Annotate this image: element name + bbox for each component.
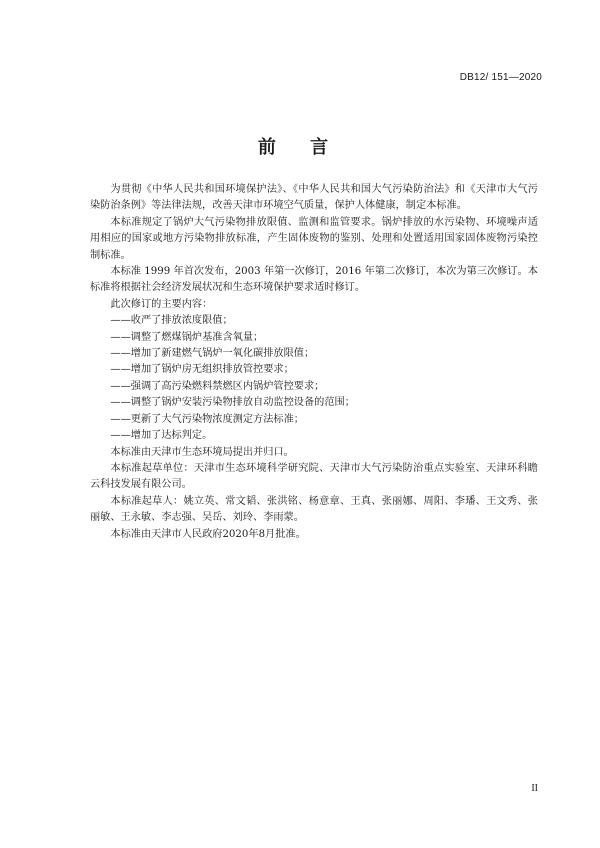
revision-item: ——调整了燃煤锅炉基准含氧量；	[110, 331, 264, 343]
page-number: II	[531, 783, 538, 794]
paragraph-revision-intro: 此次修订的主要内容：	[110, 298, 213, 310]
paragraph-approval: 本标准由天津市人民政府2020年8月批准。	[110, 528, 306, 540]
revision-item: ——强调了高污染燃料禁燃区内锅炉管控要求；	[110, 380, 325, 392]
revision-item: ——更新了大气污染物浓度测定方法标准；	[110, 413, 304, 425]
revision-item: ——收严了排放浓度限值；	[110, 315, 233, 327]
revision-item: ——增加了新建燃气锅炉一氧化碳排放限值；	[110, 348, 315, 360]
standard-code: DB12/ 151—2020	[459, 72, 542, 83]
paragraph-scope: 本标准规定了锅炉大气污染物排放限值、监测和监管要求。锅炉排放的水污染物、环境噪声适用相应的国家或地方污染物排放标准，产生固体废物的鉴别、处理和处置适用国家固体废物污染控制标准。	[90, 216, 538, 261]
page-title: 前 言	[257, 137, 343, 158]
revision-item: ——增加了锅炉房无组织排放管控要求；	[110, 364, 294, 376]
paragraph-proposer: 本标准由天津市生态环境局提出并归口。	[110, 446, 294, 458]
paragraph-drafters: 本标准起草人：姚立英、常文韬、张洪铭、杨意章、王真、张丽娜、周阳、李璠、王文秀、张丽敏、王永敏、李志强、吴岳、刘玲、李雨蒙。	[90, 495, 538, 524]
revision-item: ——增加了达标判定。	[110, 430, 213, 442]
revision-item: ——调整了锅炉安装污染物排放自动监控设备的范围；	[110, 397, 355, 409]
paragraph-purpose: 为贯彻《中华人民共和国环境保护法》、《中华人民共和国大气污染防治法》和《天津市大气污染防治条例》等法律法规，改善天津市环境空气质量，保护人体健康，制定本标准。	[90, 184, 538, 212]
paragraph-history: 本标准 1999 年首次发布，2003 年第一次修订，2016 年第二次修订，本次为第三次修订。本标准将根据社会经济发展状况和生态环境保护要求适时修订。	[90, 266, 538, 294]
foreword-body	[90, 182, 538, 543]
paragraph-drafting-units: 本标准起草单位：天津市生态环境科学研究院、天津市大气污染防治重点实验室、天津环科瞻云科技发展有限公司。	[90, 462, 538, 491]
